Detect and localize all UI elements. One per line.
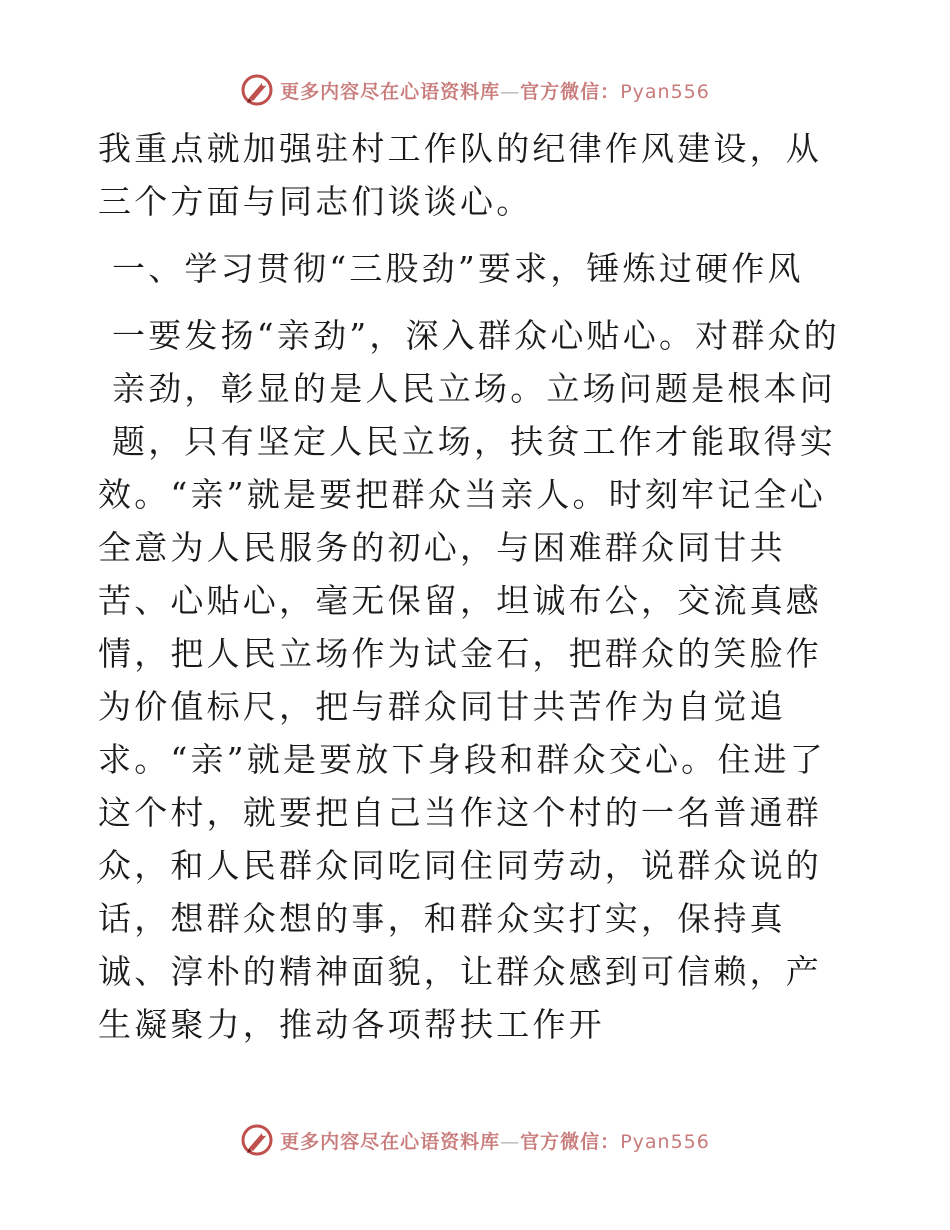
intro-paragraph: 我重点就加强驻村工作队的纪律作风建设，从三个方面与同志们谈谈心。: [98, 129, 822, 221]
watermark-text: 更多内容尽在心语资料库—官方微信：Pyan556: [280, 1130, 710, 1153]
body-paragraph-continued: 效。“亲”就是要把群众当亲人。时刻牢记全心全意为人民服务的初心，与困难群众同甘共苦、心贴心，毫无保留，坦诚布公，交流真感情，把人民立场作为试金石，把群众的笑脸作为价值标尺，把与群众同甘共苦作为自觉追求。“亲”就是要放下身段和群众交心。住进了这个村，就要把自己当作这个村的一名普通群众，和人民群众同吃同住同劳动，说群众说的话，想群众想的事，和群众实打实，保持真诚、淳朴的精神面貌，让群众感到可信赖，产生凝聚力，推动各项帮扶工作开: [98, 475, 826, 1044]
body-paragraph: 一要发扬“亲劲”，深入群众心贴心。对群众的亲劲，彰显的是人民立场。立场问题是根本问题，只有坚定人民立场，扶贫工作才能取得实: [112, 316, 840, 461]
document-body: [98, 122, 858, 1051]
section-heading: 一、学习贯彻“三股劲”要求，锤炼过硬作风: [112, 249, 804, 288]
watermark-text: 更多内容尽在心语资料库—官方微信：Pyan556: [280, 80, 710, 103]
footer-watermark-banner: [0, 1120, 950, 1160]
header-watermark-banner: [0, 70, 950, 110]
pen-logo-icon: [240, 73, 274, 107]
pen-logo-icon: [240, 1123, 274, 1157]
